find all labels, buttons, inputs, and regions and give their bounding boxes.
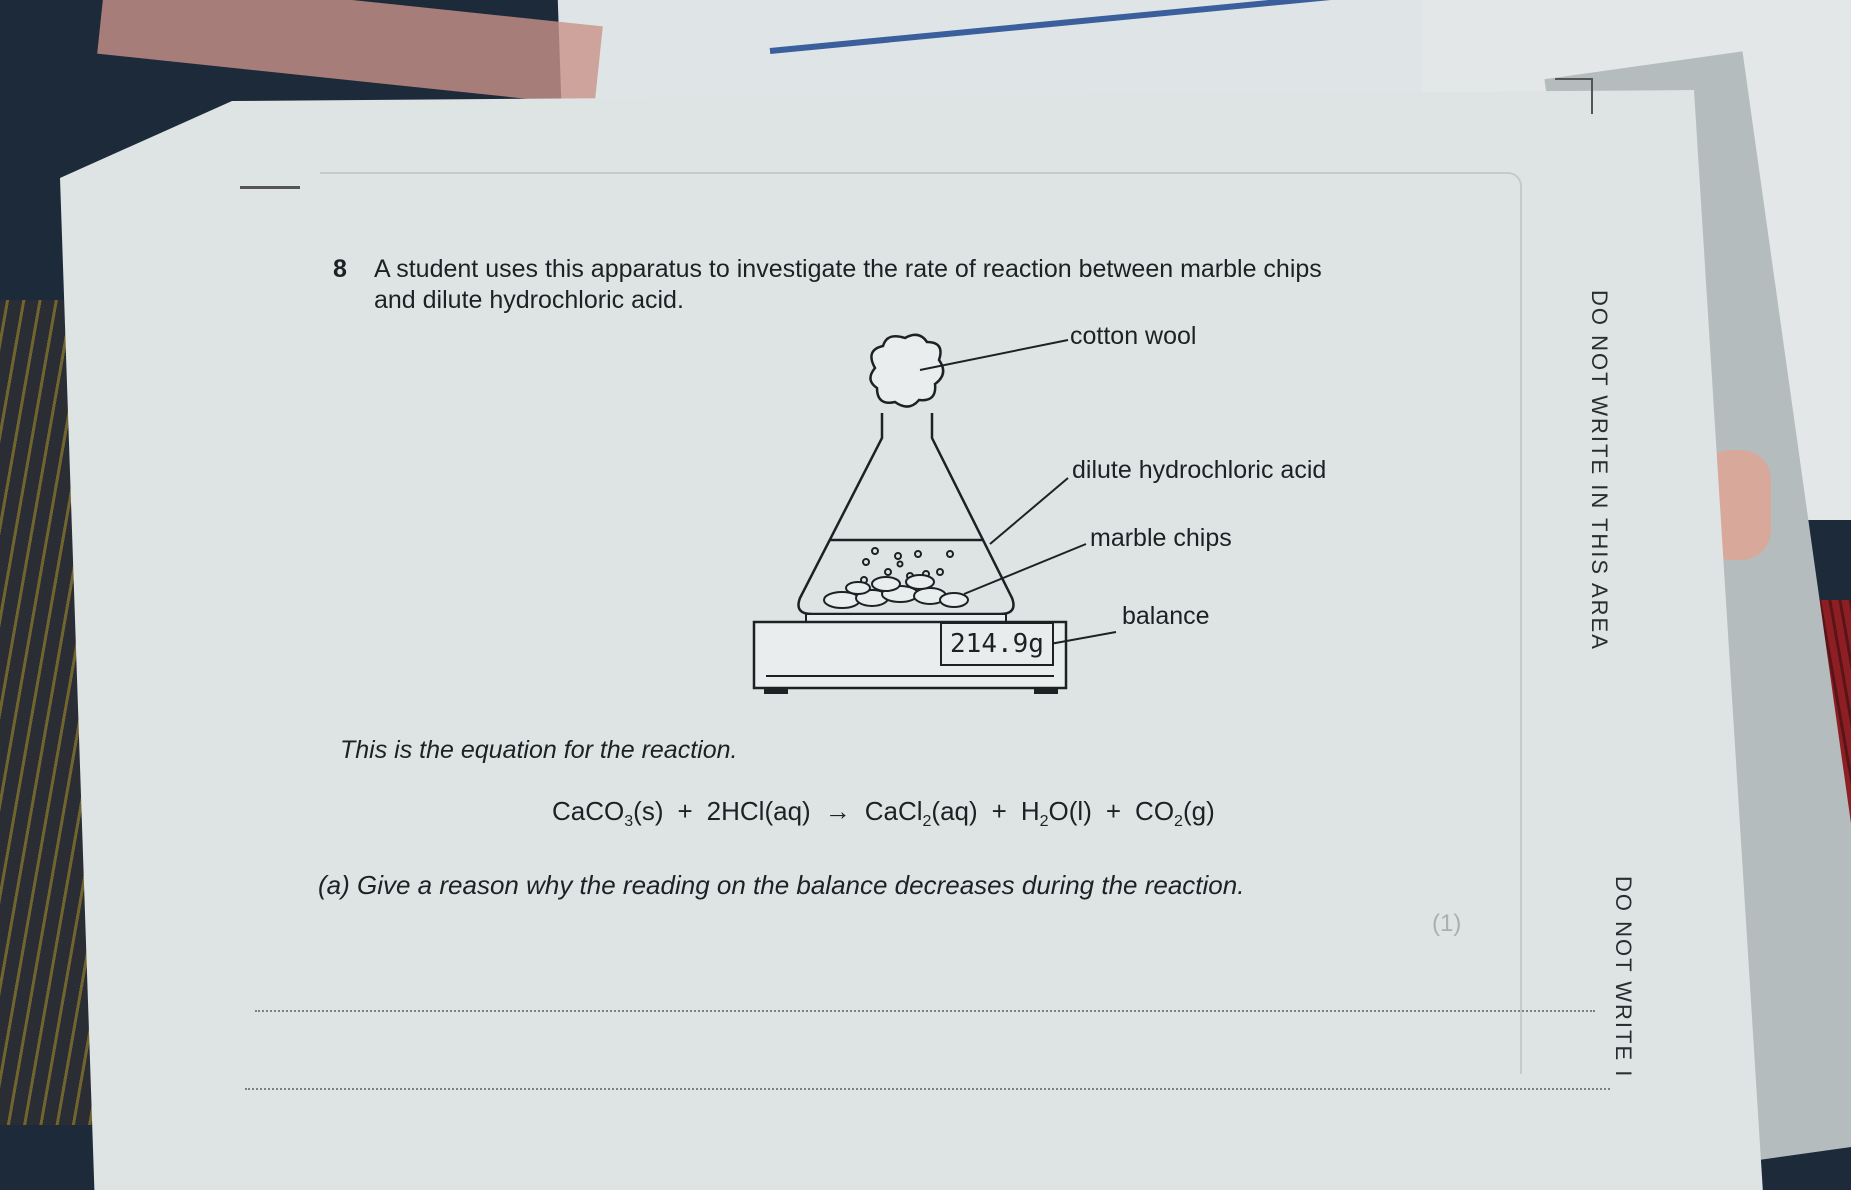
balance-foot-left — [764, 688, 788, 694]
balance-readout: 214.9g — [940, 622, 1054, 666]
leader-line-acid — [990, 478, 1068, 544]
question-text-line-2: and dilute hydrochloric acid. — [374, 286, 684, 314]
marble-chip-shapes — [824, 575, 968, 608]
background-tan-strip — [97, 0, 603, 106]
eq-cacl: CaCl — [864, 796, 923, 826]
balance-foot-right — [1034, 688, 1058, 694]
eq-h-sub: 2 — [1039, 813, 1049, 831]
eq-co-state: (g) — [1182, 796, 1215, 826]
question-number: 8 — [333, 255, 347, 283]
eq-product-1 — [865, 796, 978, 831]
eq-co: CO — [1135, 796, 1175, 826]
eq-product-3 — [1135, 796, 1215, 831]
answer-line-1[interactable] — [255, 1010, 1595, 1012]
gas-bubbles — [861, 548, 953, 583]
eq-reactant-2: 2HCl(aq) — [706, 796, 811, 826]
eq-cacl-state: (aq) — [931, 796, 978, 826]
label-marble-chips: marble chips — [1090, 524, 1232, 552]
eq-caco: CaCO — [552, 796, 625, 826]
part-a-marks: (1) — [1432, 910, 1462, 937]
eq-co-sub: 2 — [1174, 813, 1183, 831]
margin-do-not-write-1: DO NOT WRITE IN THIS AREA — [1587, 290, 1612, 651]
leader-line-chips — [964, 544, 1086, 594]
label-balance: balance — [1122, 602, 1210, 630]
eq-cacl-sub: 2 — [922, 813, 932, 831]
eq-reactant-1 — [552, 796, 663, 831]
eq-arrow: → — [824, 796, 851, 826]
question-text-line-1: A student uses this apparatus to investigate the rate of reaction between marble chips — [374, 255, 1322, 283]
eq-o-state: O(l) — [1048, 796, 1092, 826]
leader-line-cotton — [920, 340, 1068, 370]
eq-plus-3: + — [1105, 796, 1122, 826]
cotton-wool-plug — [870, 335, 943, 407]
page-tick-mark — [240, 186, 300, 189]
equation-intro: This is the equation for the reaction. — [340, 736, 738, 764]
margin-do-not-write-2: DO NOT WRITE I — [1611, 876, 1636, 1079]
page-corner-mark — [1555, 78, 1593, 114]
label-dilute-hydrochloric-acid: dilute hydrochloric acid — [1072, 456, 1327, 484]
eq-caco-sub: 3 — [624, 813, 634, 831]
label-cotton-wool: cotton wool — [1070, 322, 1197, 350]
eq-caco-state: (s) — [633, 796, 664, 826]
eq-plus-1: + — [677, 796, 693, 826]
eq-product-2 — [1021, 796, 1092, 831]
eq-h: H — [1020, 796, 1040, 826]
eq-plus-2: + — [991, 796, 1007, 826]
chemical-equation — [552, 796, 1215, 831]
answer-line-2[interactable] — [245, 1088, 1610, 1090]
part-a-question: (a) Give a reason why the reading on the balance decreases during the reaction. — [318, 870, 1245, 900]
